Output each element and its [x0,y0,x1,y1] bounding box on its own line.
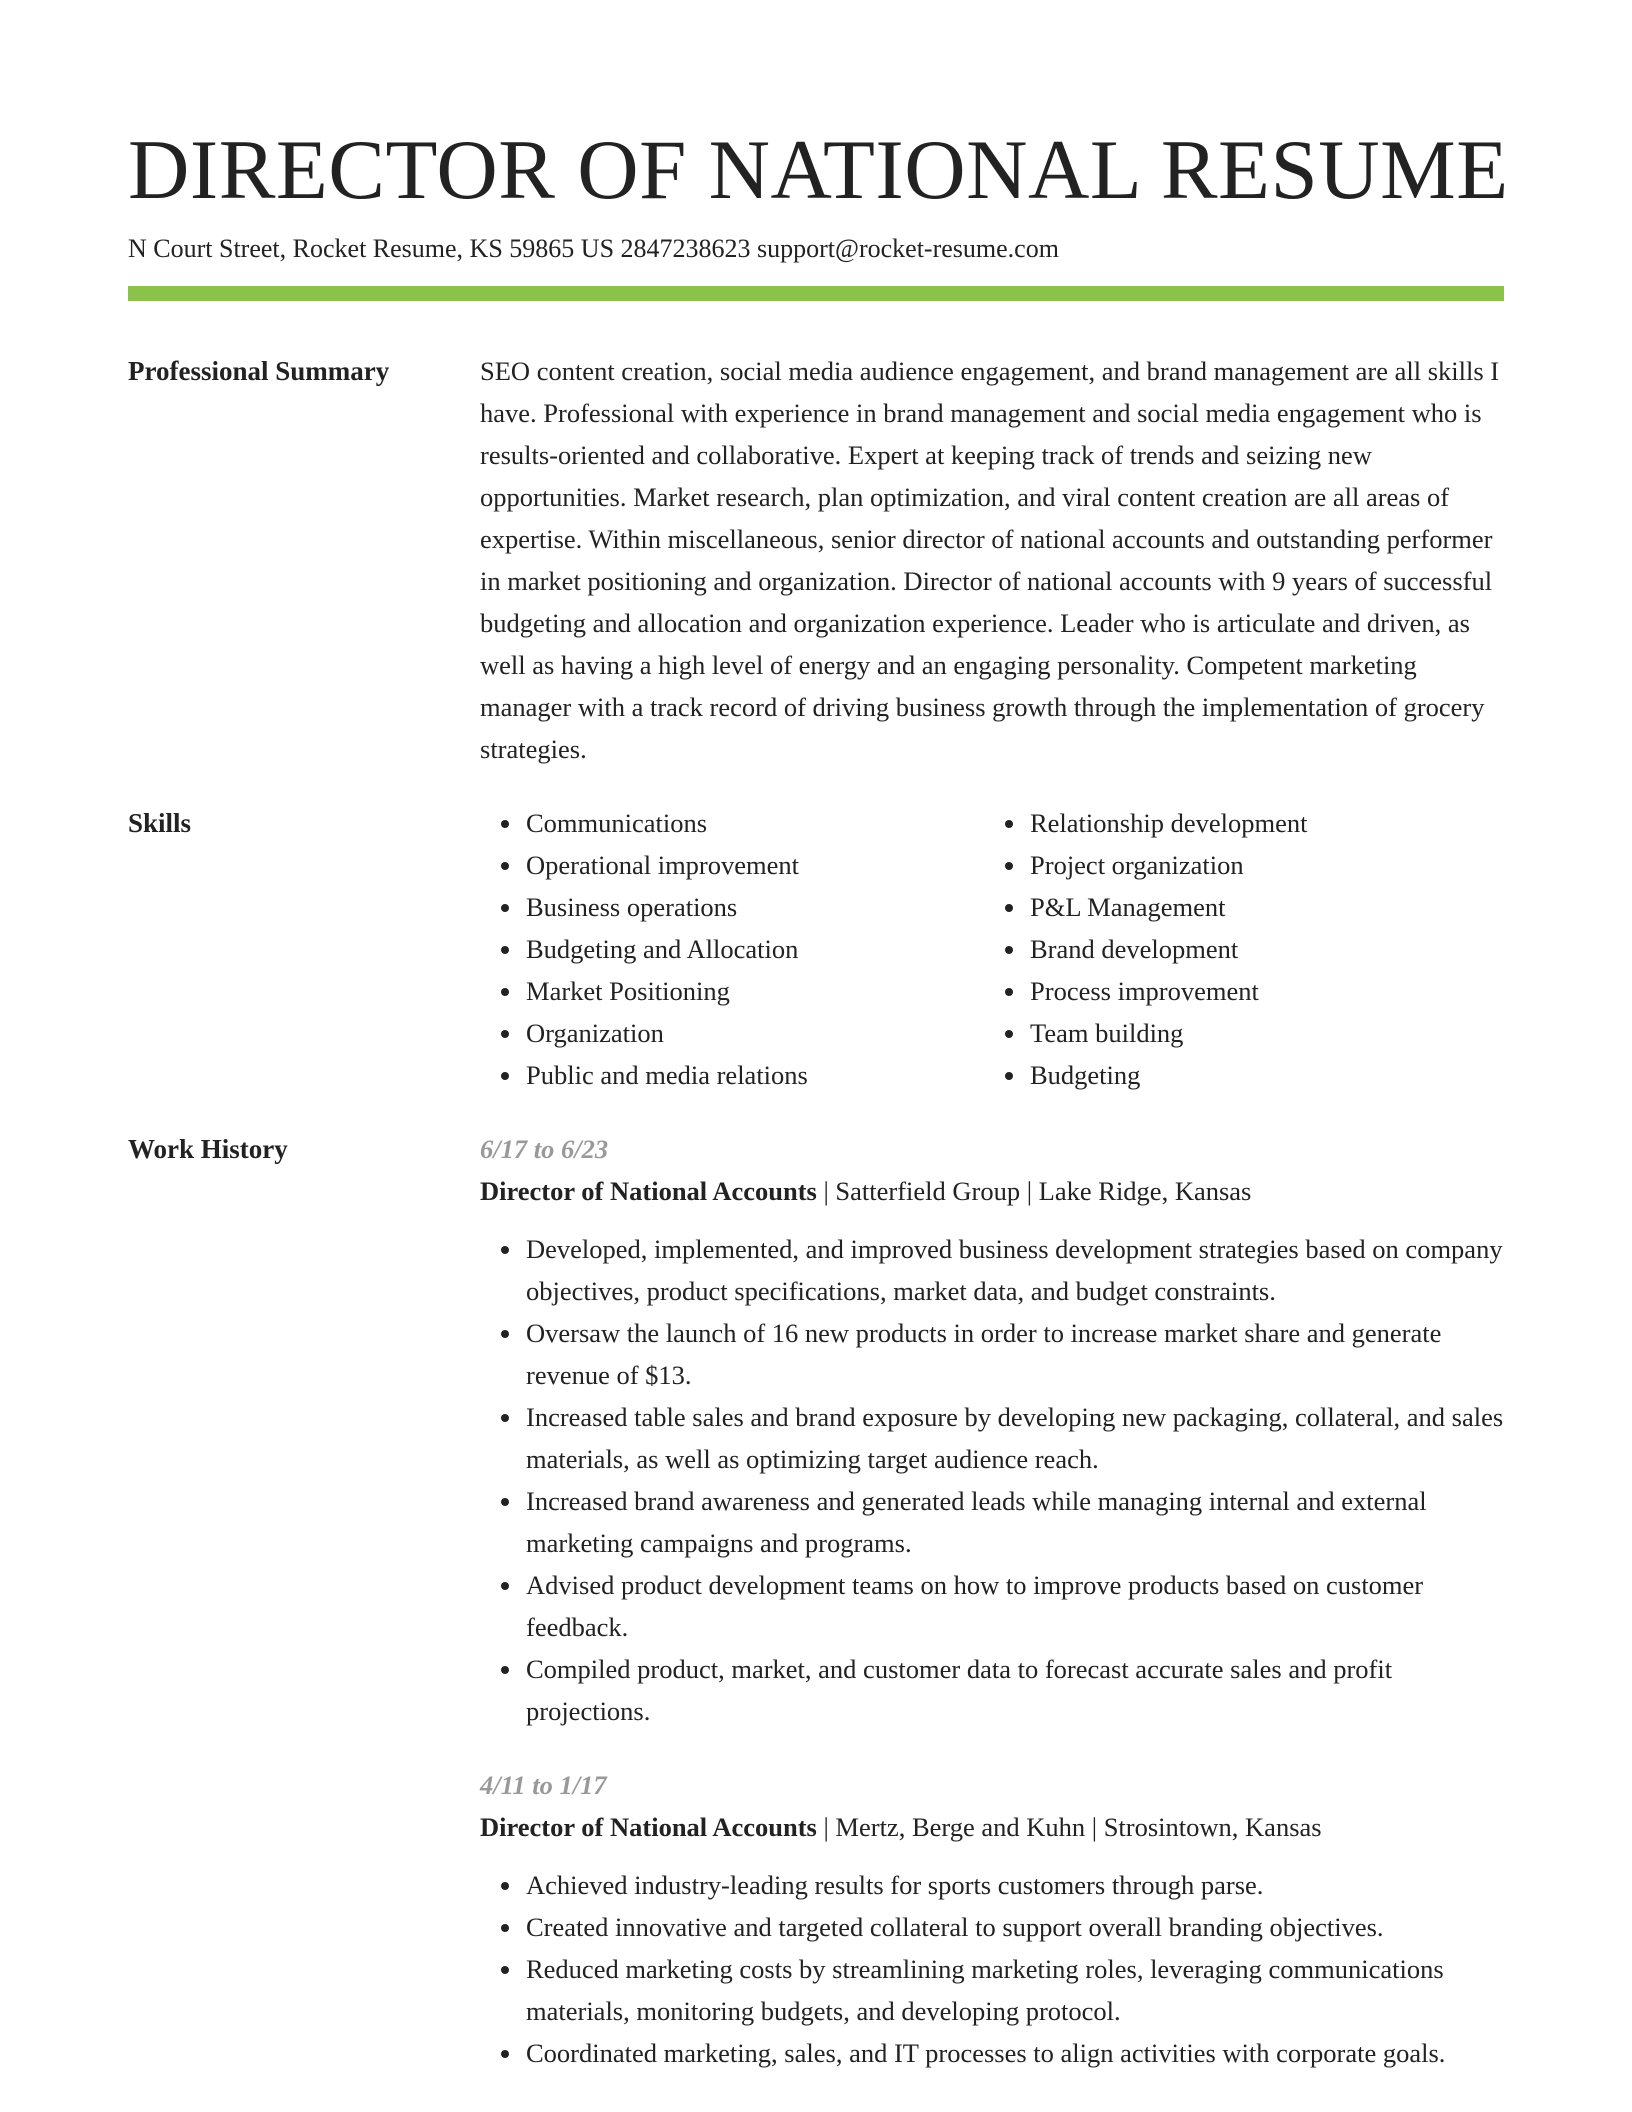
work-history-label: Work History [128,1134,288,1164]
skill-item: • Market Positioning [524,970,984,1012]
header-divider [128,286,1504,301]
job-bullet: • Increased brand awareness and generated leads while managing internal and external marketing campaigns and programs. [524,1480,1510,1564]
job-bullets [480,1864,1510,2074]
job-entry [480,1764,1510,2074]
summary-section [480,350,1510,770]
skill-item: • Team building [1028,1012,1488,1054]
job-title-line [480,1806,1510,1848]
job-bullet: • Compiled product, market, and customer data to forecast accurate sales and profit projections. [524,1648,1510,1732]
skill-item: • Process improvement [1028,970,1488,1012]
job-company: | Mertz, Berge and Kuhn | Strosintown, Kansas [816,1812,1322,1842]
job-title-line [480,1170,1510,1212]
skill-item: • Budgeting [1028,1054,1488,1096]
skill-item: • Brand development [1028,928,1488,970]
resume-title: DIRECTOR OF NATIONAL RESUME [128,123,1509,217]
job-bullet: • Oversaw the launch of 16 new products in order to increase market share and generate revenue of $13. [524,1312,1510,1396]
job-title: Director of National Accounts [480,1176,817,1206]
skill-item: • Communications [524,802,984,844]
summary-text: SEO content creation, social media audience engagement, and brand management are all skills I have. Professional with experience in brand management and social media engagement who is results-oriented and collaborative. Expert at keeping track of trends and seizing new opportunities. Market research, plan optimization, and viral content creation are all areas of expertise. Within miscellaneous, senior director of national accounts and outstanding performer in market positioning and organization. Director of national accounts with 9 years of successful budgeting and allocation and organization experience. Leader who is articulate and driven, as well as having a high level of energy and an engaging personality. Competent marketing manager with a track record of driving business growth through the implementation of grocery strategies. [480,356,1500,764]
job-bullet: • Coordinated marketing, sales, and IT processes to align activities with corporate goals. [524,2032,1510,2074]
skill-item: • Relationship development [1028,802,1488,844]
skill-item: • P&L Management [1028,886,1488,928]
job-company: | Satterfield Group | Lake Ridge, Kansas [816,1176,1252,1206]
job-bullet: • Achieved industry-leading results for sports customers through parse. [524,1864,1510,1906]
job-bullet: • Developed, implemented, and improved business development strategies based on company objectives, product specifications, market data, and budget constraints. [524,1228,1510,1312]
job-bullet: • Increased table sales and brand exposure by developing new packaging, collateral, and sales materials, as well as optimizing target audience reach. [524,1396,1510,1480]
skill-item: • Business operations [524,886,984,928]
skill-item: • Budgeting and Allocation [524,928,984,970]
job-bullet: • Created innovative and targeted collateral to support overall branding objectives. [524,1906,1510,1948]
job-entry [480,1128,1510,1732]
skills-label: Skills [128,808,192,838]
skill-item: • Organization [524,1012,984,1054]
skills-section [480,802,1510,1096]
skills-list-right [984,802,1488,1096]
skill-item: • Public and media relations [524,1054,984,1096]
job-bullets [480,1228,1510,1732]
skill-item: • Operational improvement [524,844,984,886]
job-title: Director of National Accounts [480,1812,817,1842]
summary-label: Professional Summary [128,356,390,386]
contact-line: N Court Street, Rocket Resume, KS 59865 US 2847238623 support@rocket-resume.com [128,234,1059,263]
job-bullet: • Reduced marketing costs by streamlining marketing roles, leveraging communications materials, monitoring budgets, and developing protocol. [524,1948,1510,2032]
job-dates: 4/11 to 1/17 [480,1770,607,1800]
job-dates: 6/17 to 6/23 [480,1134,609,1164]
skills-list-left [480,802,984,1096]
job-bullet: • Advised product development teams on how to improve products based on customer feedback. [524,1564,1510,1648]
skill-item: • Project organization [1028,844,1488,886]
